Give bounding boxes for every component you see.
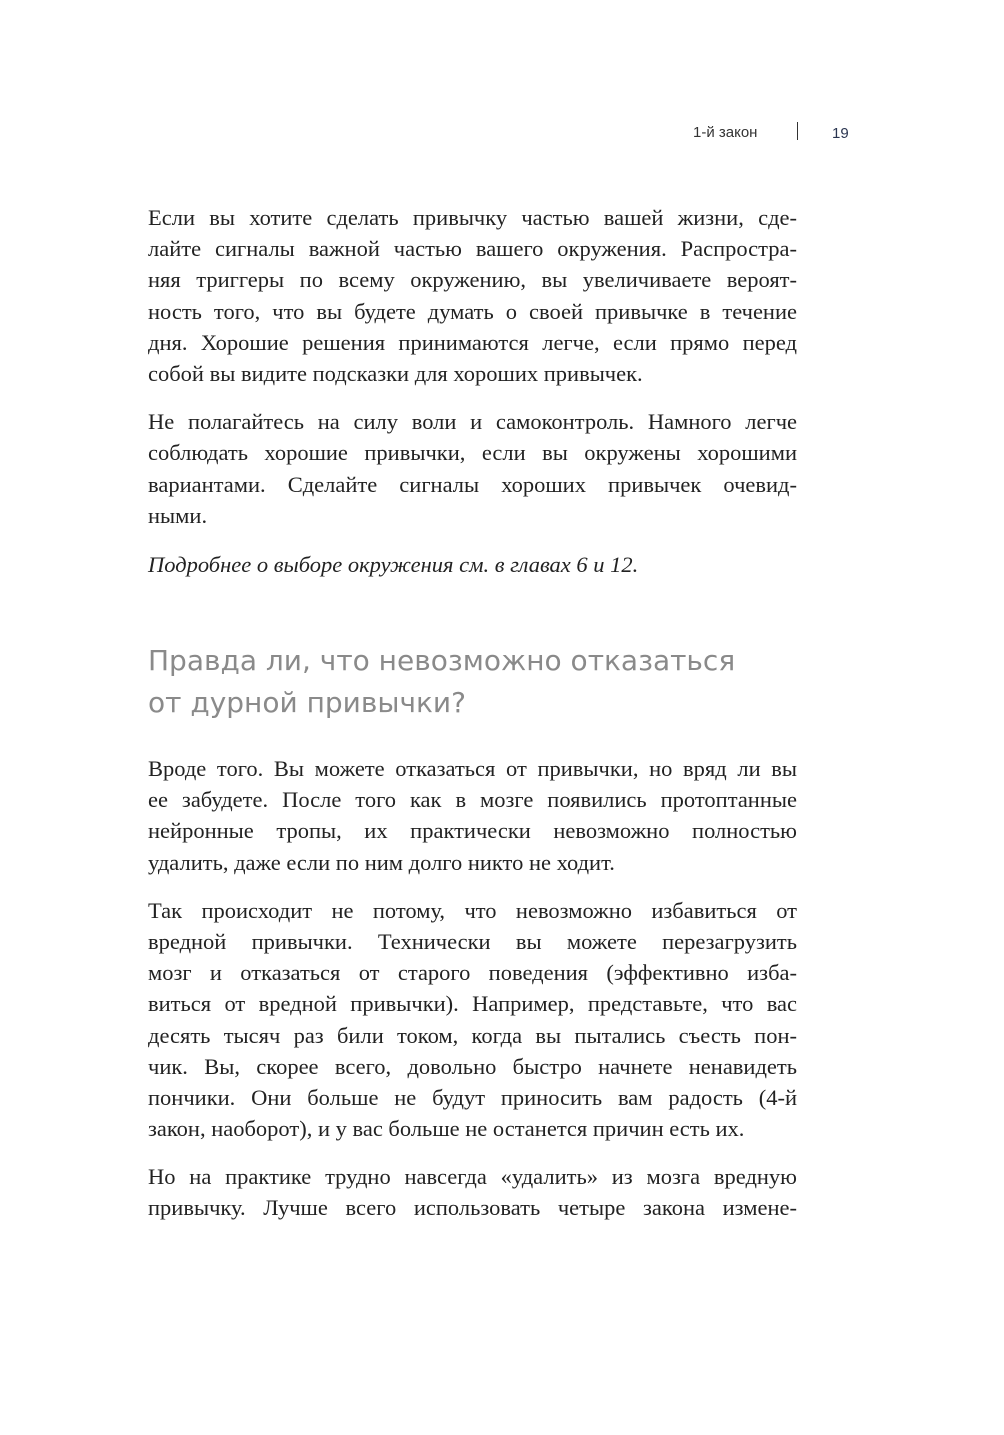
heading-line: Правда ли, что невозможно отказаться bbox=[148, 644, 736, 677]
text-line: Не полагайтесь на силу воли и самоконтроль. Намного легче bbox=[148, 409, 797, 435]
page-number: 19 bbox=[832, 125, 849, 142]
text-line: дня. Хорошие решения принимаются легче, если прямо перед bbox=[148, 329, 797, 355]
paragraph bbox=[148, 1161, 797, 1223]
text-line: закон, наоборот), и у вас больше не останется причин есть их. bbox=[148, 1116, 745, 1142]
paragraph bbox=[148, 895, 797, 1145]
cross-reference-note bbox=[148, 549, 797, 580]
text-line: удалить, даже если по ним долго никто не ходит. bbox=[148, 849, 615, 875]
text-line: соблюдать хорошие привычки, если вы окружены хорошими bbox=[148, 440, 797, 466]
body-text-top bbox=[148, 202, 797, 548]
text-line: ность того, что вы будете думать о своей привычке в течение bbox=[148, 298, 797, 324]
text-line: Но на практике трудно навсегда «удалить» из мозга вредную bbox=[148, 1164, 797, 1190]
body-text-bottom bbox=[148, 753, 797, 1241]
running-header bbox=[0, 122, 1004, 146]
text-line: чик. Вы, скорее всего, довольно быстро начнете ненавидеть bbox=[148, 1053, 797, 1079]
text-line: няя триггеры по всему окружению, вы увеличиваете вероят- bbox=[148, 267, 797, 293]
text-line: Если вы хотите сделать привычку частью вашей жизни, сде- bbox=[148, 205, 797, 230]
paragraph bbox=[148, 202, 797, 389]
text-line: пончики. Они больше не будут приносить вам радость (4-й bbox=[148, 1084, 797, 1110]
text-line: ными. bbox=[148, 502, 208, 528]
text-line: ее забудете. После того как в мозге появились протоптанные bbox=[148, 787, 797, 813]
text-line: мозг и отказаться от старого поведения (эффективно изба- bbox=[148, 960, 797, 986]
heading-line: от дурной привычки? bbox=[148, 686, 466, 719]
text-line: Вроде того. Вы можете отказаться от привычки, но вряд ли вы bbox=[148, 756, 797, 781]
text-line: собой вы видите подсказки для хороших привычек. bbox=[148, 360, 643, 386]
text-line: лайте сигналы важной частью вашего окружения. Распростра- bbox=[148, 236, 797, 262]
text-line: виться от вредной привычки). Например, представьте, что вас bbox=[148, 991, 797, 1017]
text-line: вредной привычки. Технически вы можете перезагрузить bbox=[148, 928, 797, 954]
header-divider bbox=[797, 122, 798, 140]
note-line: Подробнее о выборе окружения см. в главах 6 и 12. bbox=[148, 552, 639, 577]
text-line: Так происходит не потому, что невозможно избавиться от bbox=[148, 897, 797, 923]
paragraph bbox=[148, 406, 797, 531]
paragraph bbox=[148, 753, 797, 878]
section-heading bbox=[148, 640, 735, 724]
text-line: вариантами. Сделайте сигналы хороших привычек очевид- bbox=[148, 471, 797, 497]
text-line: нейронные тропы, их практически невозможно полностью bbox=[148, 818, 797, 844]
section-title: 1-й закон bbox=[693, 124, 758, 141]
text-line: привычку. Лучше всего использовать четыре закона измене- bbox=[148, 1195, 797, 1221]
text-line: десять тысяч раз били током, когда вы пытались съесть пон- bbox=[148, 1022, 797, 1048]
